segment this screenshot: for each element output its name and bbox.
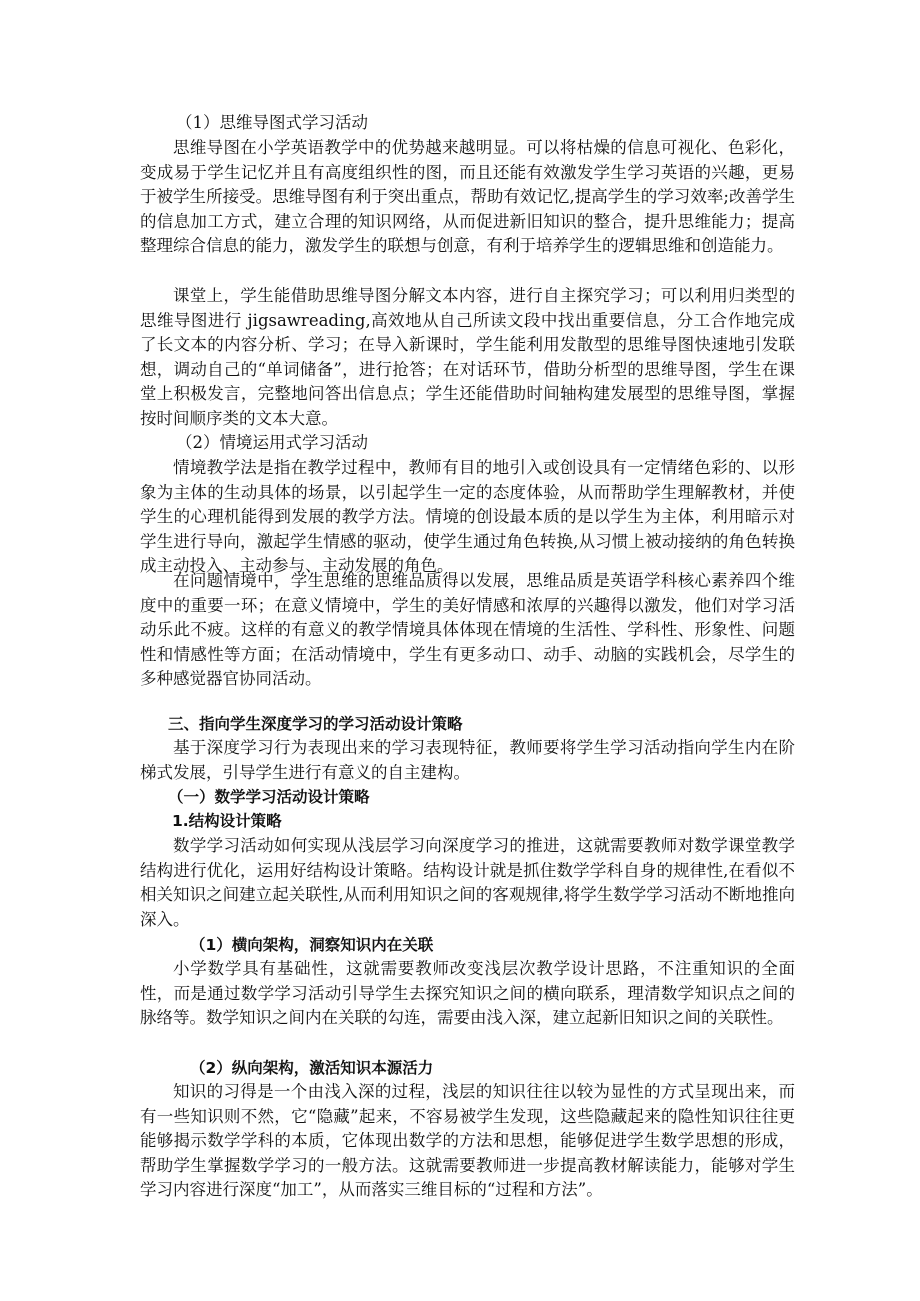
heading-vertical-structure: （2）纵向架构，激活知识本源活力: [190, 1059, 434, 1077]
paragraph-problem-situation: 在问题情境中，学生思维的思维品质得以发展，思维品质是英语学科核心素养四个维度中的重要一环；在意义情境中，学生的美好情感和浓厚的兴趣得以激发，他们对学习活动乐此不疲。这样的有意义的教学情境具体体现在情境的生活性、学科性、形象性、问题性和情感性等方面；在活动情境中，学生有更多动口、动手、动脑的实践机会，尽学生的多种感觉器官协同活动。: [140, 571, 795, 689]
heading-horizontal-structure: （1）横向架构，洞察知识内在关联: [190, 936, 434, 954]
paragraph-vertical-structure: 知识的习得是一个由浅入深的过程，浅层的知识往往以较为显性的方式呈现出来，而有一些知识则不然，它“隐藏”起来，不容易被学生发现，这些隐藏起来的隐性知识往往更能够揭示数学学科的本质，它体现出数学的方法和思想，能够促进学生数学思想的形成，帮助学生掌握数学学习的一般方法。这就需要教师进一步提高教材解读能力，能够对学生学习内容进行深度“加工”，从而落实三维目标的“过程和方法”。: [140, 1082, 795, 1200]
paragraph-situational-teaching: 情境教学法是指在教学过程中，教师有目的地引入或创设具有一定情绪色彩的、以形象为主体的生动具体的场景，以引起学生一定的态度体验，从而帮助学生理解教材，并使学生的心理机能得到发展的教学方法。情境的创设最本质的是以学生为主体，利用暗示对学生进行导向，激起学生情感的驱动，使学生通过角色转换,从习惯上被动接纳的角色转换成主动投入、主动参与、主动发展的角色。: [140, 458, 795, 576]
subheading-situational: （2）情境运用式学习活动: [176, 433, 368, 452]
paragraph-mind-map-advantages: 思维导图在小学英语教学中的优势越来越明显。可以将枯燥的信息可视化、色彩化，变成易于学生记忆并且有高度组织性的图，而且还能有效激发学生学习英语的兴趣，更易于被学生所接受。思维导图有利于突出重点，帮助有效记忆,提高学生的学习效率;改善学生的信息加工方式，建立合理的知识网络，从而促进新旧知识的整合，提升思维能力；提高整理综合信息的能力，激发学生的联想与创意，有利于培养学生的逻辑思维和创造能力。: [140, 138, 795, 256]
paragraph-horizontal-structure: 小学数学具有基础性，这就需要教师改变浅层次教学设计思路，不注重知识的全面性，而是通过数学学习活动引导学生去探究知识之间的横向联系，理清数学知识点之间的脉络等。数学知识之间内在关联的勾连，需要由浅入深，建立起新旧知识之间的关联性。: [140, 959, 795, 1028]
paragraph-deep-learning-intro: 基于深度学习行为表现出来的学习表现特征，教师要将学生学习活动指向学生内在阶梯式发展，引导学生进行有意义的自主建构。: [140, 738, 795, 782]
paragraph-structure-design: 数学学习活动如何实现从浅层学习向深度学习的推进，这就需要教师对数学课堂教学结构进行优化，运用好结构设计策略。结构设计就是抓住数学学科自身的规律性,在看似不相关知识之间建立起关联性,从而利用知识之间的客观规律,将学生数学学习活动不断地推向深入。: [140, 836, 795, 929]
subheading-mind-map: （1）思维导图式学习活动: [176, 113, 368, 132]
paragraph-classroom-mind-map: 课堂上，学生能借助思维导图分解文本内容，进行自主探究学习；可以利用归类型的思维导图进行 jigsawreading,高效地从自己所读文段中找出重要信息，分工合作地完成了长文本的内容分析、学习；在导入新课时，学生能利用发散型的思维导图快速地引发联想，调动自己的“单词储备”，进行抢答；在对话环节，借助分析型的思维导图，学生在课堂上积极发言，完整地问答出信息点；学生还能借助时间轴构建发展型的思维导图，掌握按时间顺序类的文本大意。: [140, 286, 795, 428]
heading-structure-design: 1.结构设计策略: [172, 812, 282, 830]
section-heading-three: 三、指向学生深度学习的学习活动设计策略: [168, 715, 463, 733]
subsection-heading-math: （一）数学学习活动设计策略: [168, 788, 370, 806]
